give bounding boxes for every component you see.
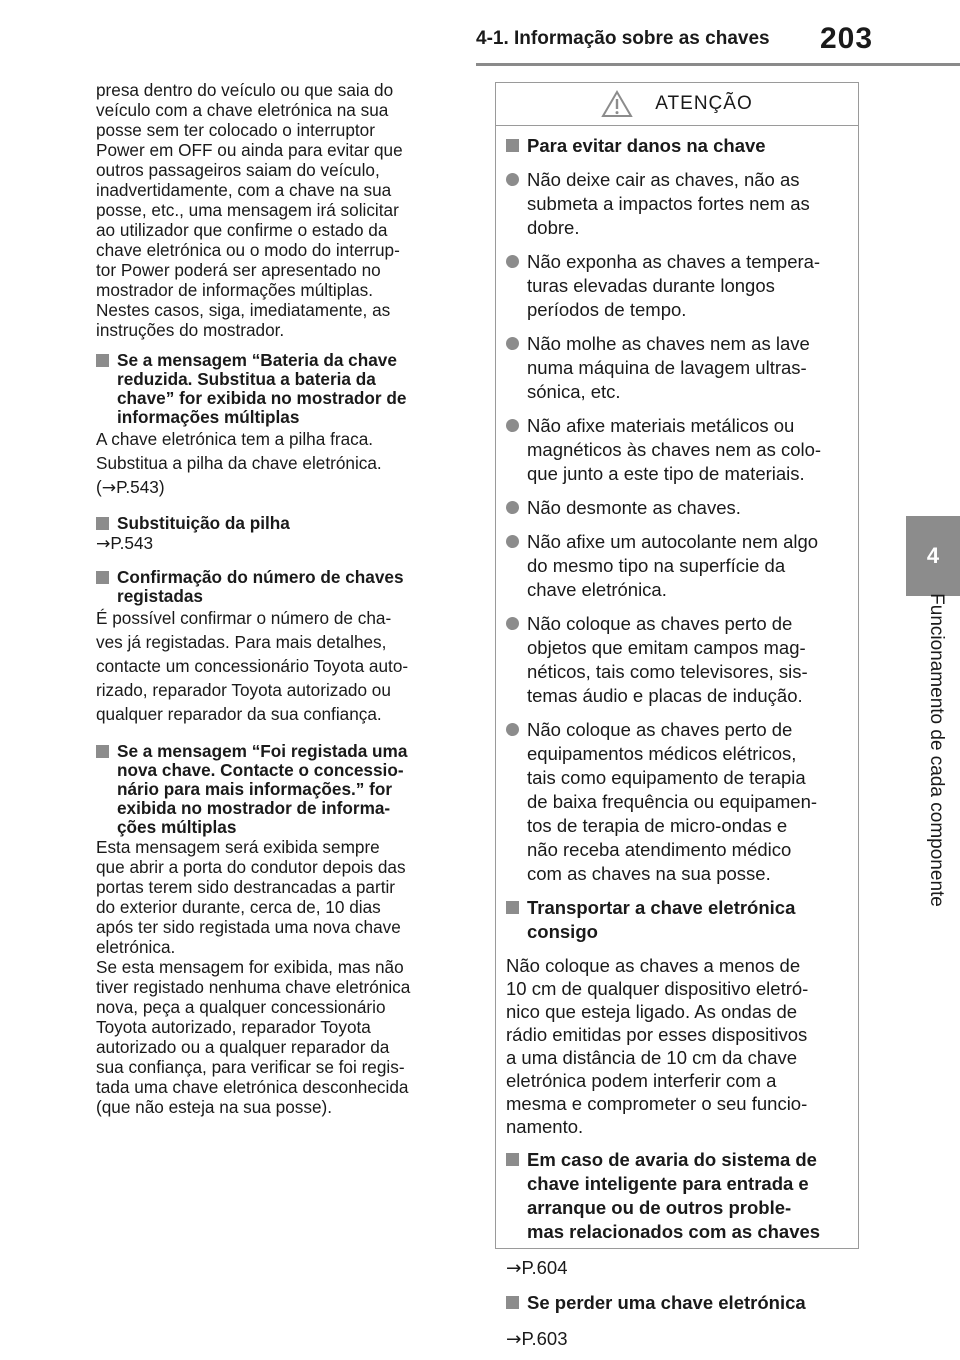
section-square-icon (506, 139, 519, 152)
section-battery-replacement (96, 514, 468, 554)
section-heading: Se a mensagem “Foi registada uma nova chave. Contacte o concessio- nário para mais informações.” for exibida no mostrador de informa- ções múltiplas (96, 742, 468, 837)
caution-bullet: Não deixe cair as chaves, não as submeta a impactos fortes nem as dobre. (506, 168, 846, 240)
section-square-icon (506, 1153, 519, 1166)
caution-bullet: Não coloque as chaves perto de objetos que emitam campos mag- néticos, tais como televisores, sis- temas áudio e placas de indução. (506, 612, 846, 708)
page-reference: →P.604 (506, 1257, 568, 1279)
caution-bullet: Não desmonte as chaves. (506, 496, 846, 520)
caution-bullet: Não coloque as chaves perto de equipamentos médicos elétricos, tais como equipamento de terapia de baixa frequência ou equipamen- tos de terapia de micro-ondas e não receba atendimento médico com as chaves na sua posse. (506, 718, 846, 886)
section-square-icon (96, 745, 109, 758)
warning-triangle-icon (601, 90, 633, 118)
bullet-dot-icon (506, 723, 519, 736)
section-heading: Confirmação do número de chaves registadas (96, 568, 468, 606)
caution-bullet: Não exponha as chaves a tempera- turas elevadas durante longos períodos de tempo. (506, 250, 846, 322)
bullet-dot-icon (506, 173, 519, 186)
page-reference: →P.603 (506, 1328, 568, 1350)
section-square-icon (506, 901, 519, 914)
arrow-right-icon: → (101, 478, 117, 498)
caution-bullet: Não afixe materiais metálicos ou magnéticos às chaves nem as colo- que junto a este tipo de materiais. (506, 414, 846, 486)
section-key-count (96, 568, 468, 726)
caution-bullet: Não molhe as chaves nem as lave numa máquina de lavagem ultras- sónica, etc. (506, 332, 846, 404)
chapter-tab-number: 4 (926, 543, 940, 568)
bullet-dot-icon (506, 535, 519, 548)
section-heading: Se a mensagem “Bateria da chave reduzida. Substitua a bateria da chave” for exibida no mostrador de informações múltiplas (96, 351, 468, 427)
bullet-dot-icon (506, 337, 519, 350)
caution-header (496, 83, 858, 126)
chapter-tab (906, 516, 960, 596)
left-column (96, 80, 468, 1117)
arrow-right-icon: → (506, 1329, 522, 1350)
caution-bullet: Não afixe um autocolante nem algo do mesmo tipo na superfície da chave eletrónica. (506, 530, 846, 602)
section-square-icon (96, 571, 109, 584)
bullet-dot-icon (506, 419, 519, 432)
intro-paragraph: presa dentro do veículo ou que saia do veículo com a chave eletrónica na sua posse sem ter colocado o interruptor Power em OFF ou ainda para evitar que outros passageiros saiam do veículo, inadvertidamente, com a chave na sua posse, etc., uma mensagem irá solicitar ao utilizador que confirme o estado da chave eletrónica ou o modo do interrup- tor Power poderá ser apresentado no mostrador de informações múltiplas. Nestes casos, siga, imediatamente, as instruções do mostrador. (96, 80, 403, 340)
page-reference: →P.543 (96, 533, 154, 554)
arrow-right-icon: → (96, 534, 111, 554)
caution-section-heading: Transportar a chave eletrónica consigo (506, 896, 846, 944)
section-square-icon (96, 354, 109, 367)
page-reference: (→P.543) (96, 477, 165, 498)
caution-body (496, 134, 858, 1352)
caution-section-heading: Em caso de avaria do sistema de chave inteligente para entrada e arranque ou de outros proble- mas relacionados com as chaves (506, 1148, 846, 1244)
bullet-dot-icon (506, 255, 519, 268)
section-low-battery (96, 351, 468, 500)
caution-section-heading: Para evitar danos na chave (506, 134, 846, 158)
section-square-icon (96, 517, 109, 530)
section-body: A chave eletrónica tem a pilha fraca. Substitua a pilha da chave eletrónica. (→P.543) (96, 427, 468, 500)
chapter-side-label: Funcionamento de cada componente (926, 593, 947, 907)
caution-section-body: Não coloque as chaves a menos de 10 cm de qualquer dispositivo eletró- nico que esteja ligado. As ondas de rádio emitidas por esses dispositivos a uma distância de 10 cm da chave eletrónica podem interferir com a mesma e comprometer o seu funcio- namento. (506, 955, 809, 1137)
caution-box (495, 82, 859, 1350)
caution-section-heading: Se perder uma chave eletrónica (506, 1291, 846, 1315)
bullet-dot-icon (506, 617, 519, 630)
arrow-right-icon: → (506, 1258, 522, 1279)
header-divider (476, 63, 960, 66)
section-body: É possível confirmar o número de cha- ves já registadas. Para mais detalhes, contacte um concessionário Toyota auto- rizado, reparador Toyota autorizado ou qualquer reparador da sua confiança. (96, 608, 409, 724)
bullet-dot-icon (506, 501, 519, 514)
section-body: Esta mensagem será exibida sempre que abrir a porta do condutor depois das portas terem sido destrancadas a partir do exterior durante, cerca de, 10 dias após ter sido registada uma nova chave eletrónica. Se esta mensagem for exibida, mas não tiver registado nenhuma chave eletrónica nova, peça a qualquer concessionário Toyota autorizado, reparador Toyota autorizado ou a qualquer reparador da sua confiança, para verificar se foi regis- tada uma chave eletrónica desconhecida (que não esteja na sua posse). (96, 837, 411, 1117)
header-title: 4-1. Informação sobre as chaves (476, 28, 770, 49)
section-new-key-registered (96, 742, 468, 1117)
section-heading: Substituição da pilha (96, 514, 468, 533)
page-number: 203 (820, 22, 874, 55)
section-square-icon (506, 1296, 519, 1309)
caution-title: ATENÇÃO (655, 93, 753, 114)
